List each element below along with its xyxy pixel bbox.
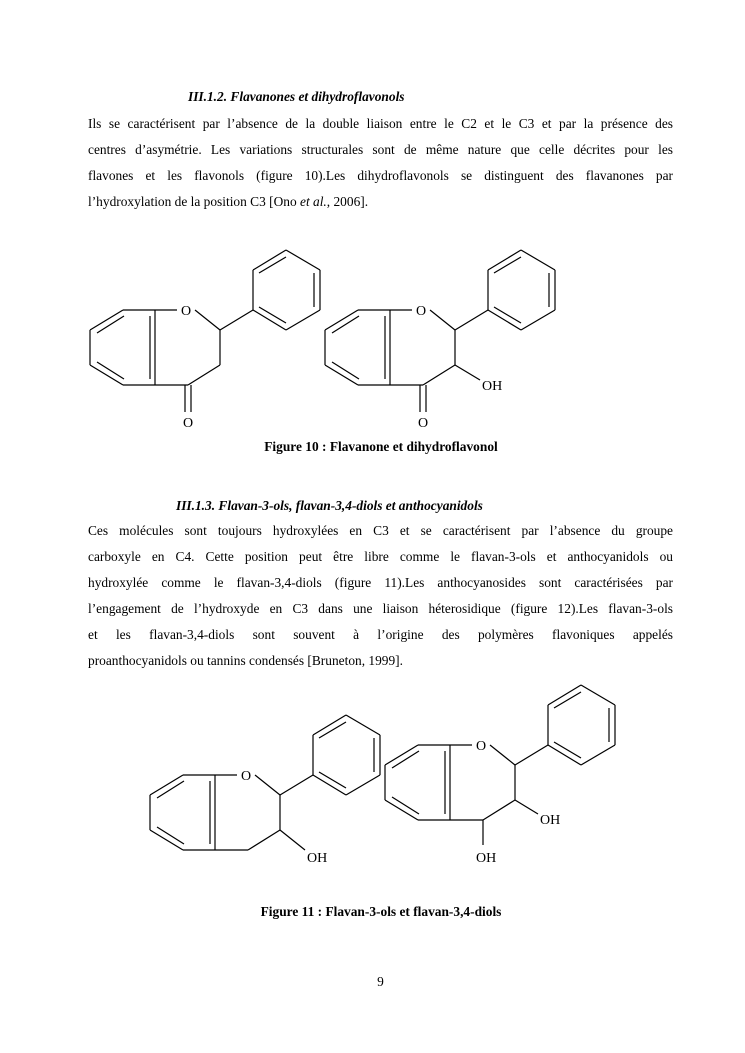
paragraph-line: l’engagement de l’hydroxyde en C3 dans une liaison héterosidique (figure 12).Les flavan-3-ols xyxy=(88,601,673,616)
paragraph-line: proanthocyanidols ou tannins condensés [Bruneton, 1999]. xyxy=(88,653,403,668)
hydroxyl-label: OH xyxy=(307,851,328,866)
paragraph-line: hydroxylée comme le flavan-3,4-diols (figure 11).Les anthocyanosides sont caractérisées par xyxy=(88,575,673,590)
figure-11-caption: Figure 11 : Flavan-3-ols et flavan-3,4-diols xyxy=(260,904,502,919)
hydroxyl-label: OH xyxy=(482,379,503,394)
text-run: , 2006]. xyxy=(326,194,369,209)
text-run: l’hydroxylation de la position C3 [Ono xyxy=(88,194,300,209)
paragraph-line: et les flavan-3,4-diols sont souvent à l’origine des polymères flavoniques appelés xyxy=(88,627,673,642)
ring-oxygen-label: O xyxy=(180,304,192,319)
flavan-3-ol-structure xyxy=(150,715,380,866)
hydroxyl-label: OH xyxy=(540,813,561,828)
citation-et-al: et al. xyxy=(300,194,327,209)
flavan-3-4-diol-structure xyxy=(385,685,615,866)
section-heading-flavanones: III.1.2. Flavanones et dihydroflavonols xyxy=(188,89,405,104)
ring-oxygen-label: O xyxy=(415,304,427,319)
page-number: 9 xyxy=(377,974,384,989)
dihydroflavonol-structure xyxy=(325,250,555,431)
carbonyl-oxygen-label: O xyxy=(417,416,429,431)
section-heading-flavanols: III.1.3. Flavan-3-ols, flavan-3,4-diols et anthocyanidols xyxy=(176,498,483,513)
paragraph-line: flavones et les flavonols (figure 10).Les dihydroflavonols se distinguent des flavanones par xyxy=(88,168,673,183)
hydroxyl-label: OH xyxy=(476,851,497,866)
flavanone-structure xyxy=(90,250,320,431)
paragraph-line: Ils se caractérisent par l’absence de la double liaison entre le C2 et le C3 et par la présence des xyxy=(88,116,673,131)
ring-oxygen-label: O xyxy=(475,739,487,754)
paragraph-line: carboxyle en C4. Cette position peut être libre comme le flavan-3-ols et anthocyanidols ou xyxy=(88,549,673,564)
paragraph-line: centres d’asymétrie. Les variations structurales sont de même nature que celle décrites pour les xyxy=(88,142,673,157)
paragraph-line: Ces molécules sont toujours hydroxylées en C3 et se caractérisent par l’absence du groupe xyxy=(88,523,673,538)
paragraph-flavanols xyxy=(88,518,673,674)
carbonyl-oxygen-label: O xyxy=(182,416,194,431)
figure-10-caption: Figure 10 : Flavanone et dihydroflavonol xyxy=(264,439,498,454)
ring-oxygen-label: O xyxy=(240,769,252,784)
